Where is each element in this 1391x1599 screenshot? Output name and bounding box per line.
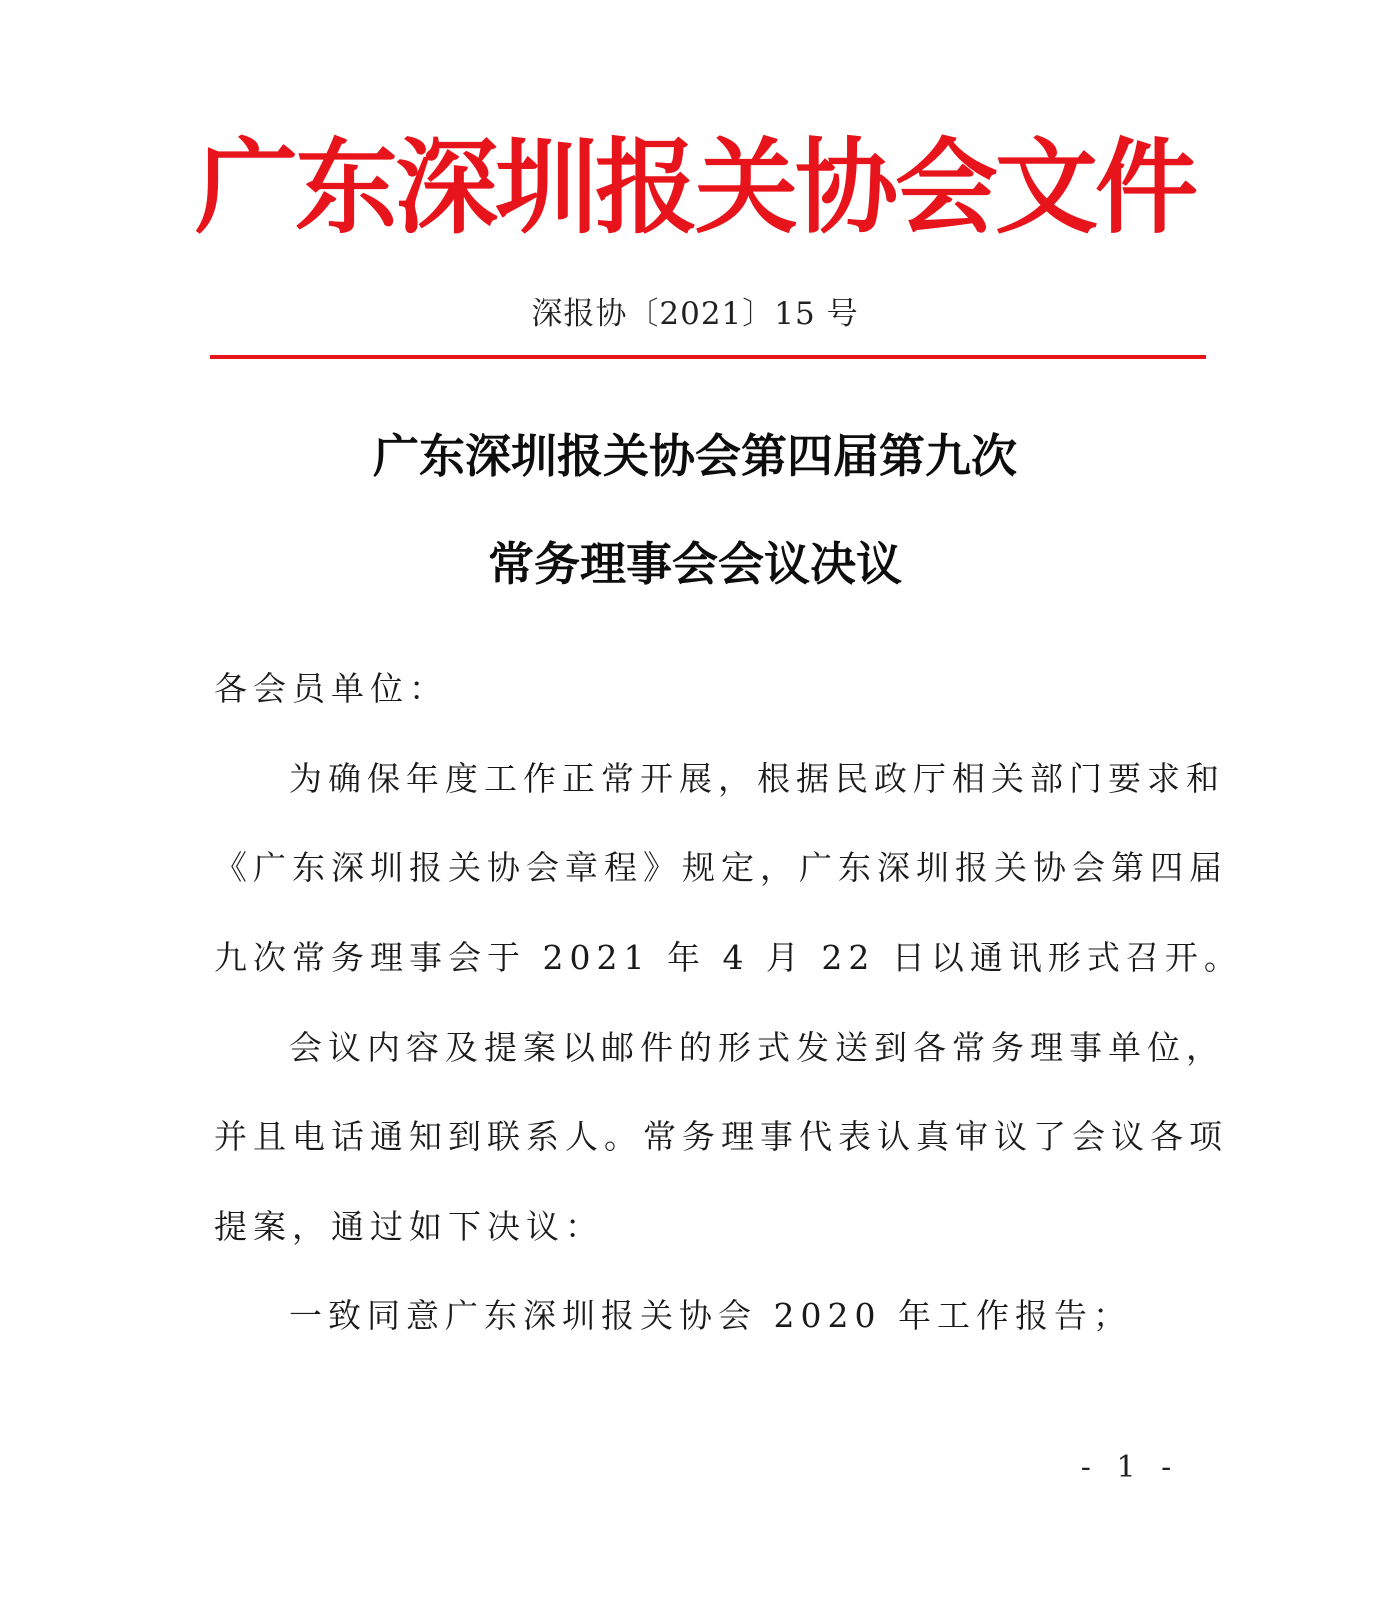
- red-separator-line: [210, 355, 1206, 359]
- document-number: 深报协〔2021〕15 号: [531, 296, 859, 332]
- body-line: 《广东深圳报关协会章程》规定，广东深圳报关协会第四届: [214, 848, 1228, 887]
- body-line: 并且电话通知到联系人。常务理事代表认真审议了会议各项: [214, 1117, 1228, 1156]
- page-number: - 1 -: [1080, 1450, 1180, 1485]
- body-line: 一致同意广东深圳报关协会 2020 年工作报告；: [289, 1296, 1132, 1335]
- document-title-line-2: 常务理事会会议决议: [488, 537, 902, 591]
- body-line: 提案，通过如下决议：: [214, 1207, 604, 1246]
- body-line: 九次常务理事会于 2021 年 4 月 22 日以通讯形式召开。: [214, 938, 1243, 977]
- body-line: 会议内容及提案以邮件的形式发送到各常务理事单位，: [289, 1028, 1225, 1067]
- body-line: 为确保年度工作正常开展，根据民政厅相关部门要求和: [289, 759, 1225, 798]
- document-masthead: 广东深圳报关协会文件: [195, 128, 1195, 248]
- document-title-line-1: 广东深圳报关协会第四届第九次: [373, 429, 1017, 483]
- salutation: 各会员单位：: [214, 669, 448, 708]
